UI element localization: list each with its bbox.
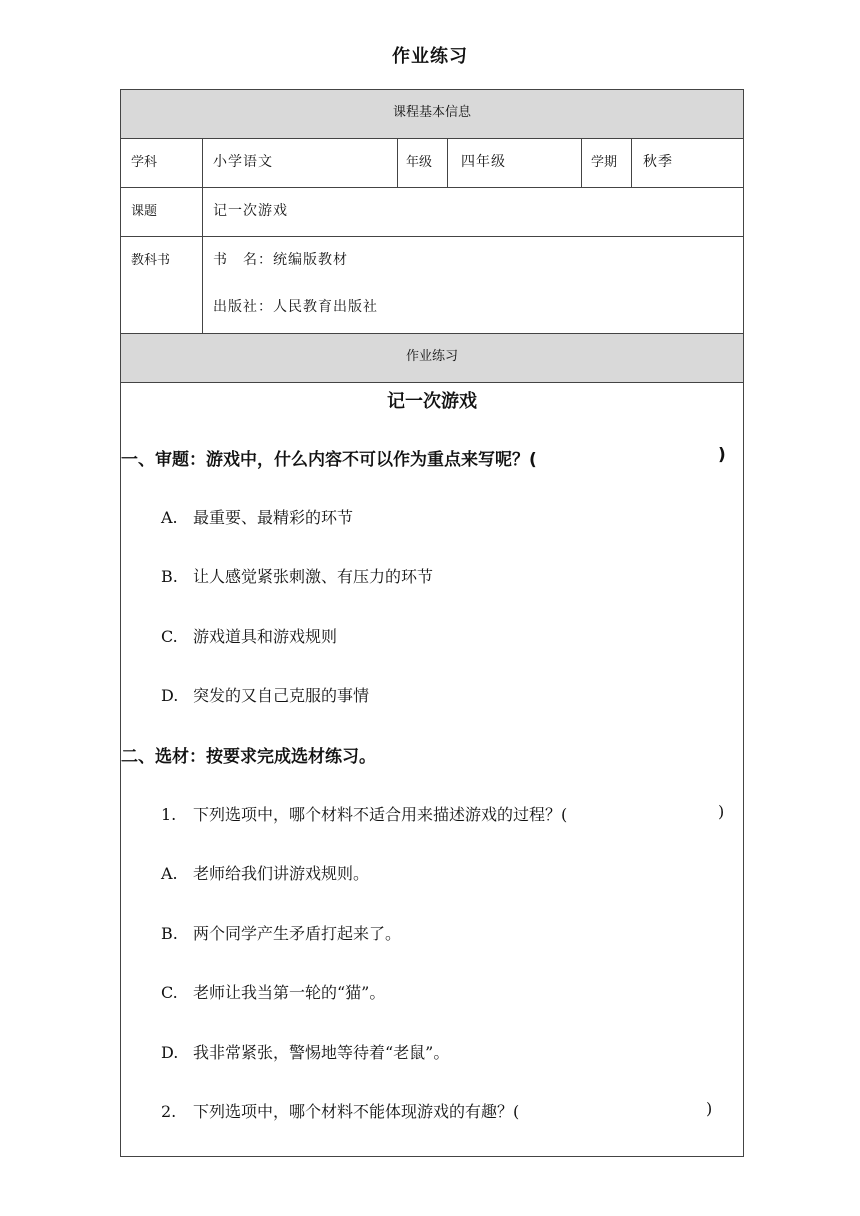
question-1-answer-close: )	[718, 445, 726, 465]
q1-option-c	[161, 624, 337, 647]
exercise-header-row	[121, 334, 743, 383]
term-label: 学期	[591, 155, 618, 170]
subject-value: 小学语文	[213, 154, 273, 170]
grade-label-cell	[397, 139, 447, 187]
topic-value: 记一次游戏	[213, 203, 288, 219]
sub-question-text: 下列选项中，哪个材料不能体现游戏的有趣？(	[193, 1102, 520, 1121]
sub-question-number: 1.	[161, 805, 177, 824]
q2-sub2-question	[161, 1099, 519, 1122]
textbook-label-cell	[121, 237, 202, 333]
term-value: 秋季	[643, 154, 673, 170]
question-2-heading: 二、选材：按要求完成选材练习。	[121, 747, 376, 767]
option-text: 我非常紧张，警惕地等待着“老鼠”。	[193, 1043, 450, 1062]
option-key: A.	[161, 508, 178, 527]
sub-question-text: 下列选项中，哪个材料不适合用来描述游戏的过程？(	[193, 805, 568, 824]
textbook-value-cell	[202, 237, 743, 333]
option-text: 游戏道具和游戏规则	[193, 627, 338, 646]
topic-label: 课题	[131, 204, 158, 219]
q1-option-b	[161, 564, 433, 587]
grade-value: 四年级	[461, 154, 506, 170]
exercise-header-label: 作业练习	[405, 349, 458, 364]
info-header-label: 课程基本信息	[392, 105, 471, 120]
homework-table	[120, 89, 744, 1157]
option-text: 老师给我们讲游戏规则。	[193, 864, 370, 883]
option-text: 突发的又自己克服的事情	[193, 686, 370, 705]
grade-value-cell	[447, 139, 581, 187]
option-key: C.	[161, 627, 178, 646]
book-name-line: 书 名：统编版教材	[213, 252, 348, 268]
exercise-content	[121, 383, 743, 1156]
q1-option-a	[161, 505, 353, 528]
q2-sub1-option-b	[161, 921, 401, 944]
option-key: D.	[161, 1043, 179, 1062]
subject-label: 学科	[131, 155, 158, 170]
option-text: 两个同学产生矛盾打起来了。	[193, 924, 402, 943]
topic-value-cell	[202, 188, 743, 236]
info-header-row	[121, 90, 743, 139]
page-title: 作业练习	[392, 46, 468, 67]
option-key: B.	[161, 567, 178, 586]
q2-sub1-option-c	[161, 980, 385, 1003]
publisher-line: 出版社：人民教育出版社	[213, 299, 378, 315]
subject-label-cell	[121, 139, 202, 187]
option-key: B.	[161, 924, 178, 943]
subject-value-cell	[202, 139, 397, 187]
question-1-heading: 一、审题：游戏中，什么内容不可以作为重点来写呢？(	[121, 450, 537, 470]
term-label-cell	[581, 139, 631, 187]
q2-sub1-option-d	[161, 1040, 449, 1063]
textbook-label: 教科书	[131, 253, 171, 268]
q2-sub2-answer-close: )	[706, 1099, 713, 1118]
option-text: 老师让我当第一轮的“猫”。	[193, 983, 386, 1002]
subject-row	[121, 139, 743, 188]
q2-sub1-answer-close: )	[718, 802, 725, 821]
q2-sub1-question	[161, 802, 567, 825]
term-value-cell	[631, 139, 743, 187]
sub-question-number: 2.	[161, 1102, 177, 1121]
option-text: 最重要、最精彩的环节	[193, 508, 354, 527]
option-key: C.	[161, 983, 178, 1002]
q2-sub1-option-a	[161, 861, 369, 884]
option-key: D.	[161, 686, 179, 705]
topic-row	[121, 188, 743, 237]
grade-label: 年级	[406, 155, 433, 170]
q1-option-d	[161, 683, 369, 706]
option-key: A.	[161, 864, 178, 883]
textbook-row	[121, 237, 743, 334]
topic-label-cell	[121, 188, 202, 236]
exercise-title: 记一次游戏	[387, 391, 477, 412]
option-text: 让人感觉紧张刺激、有压力的环节	[193, 567, 434, 586]
